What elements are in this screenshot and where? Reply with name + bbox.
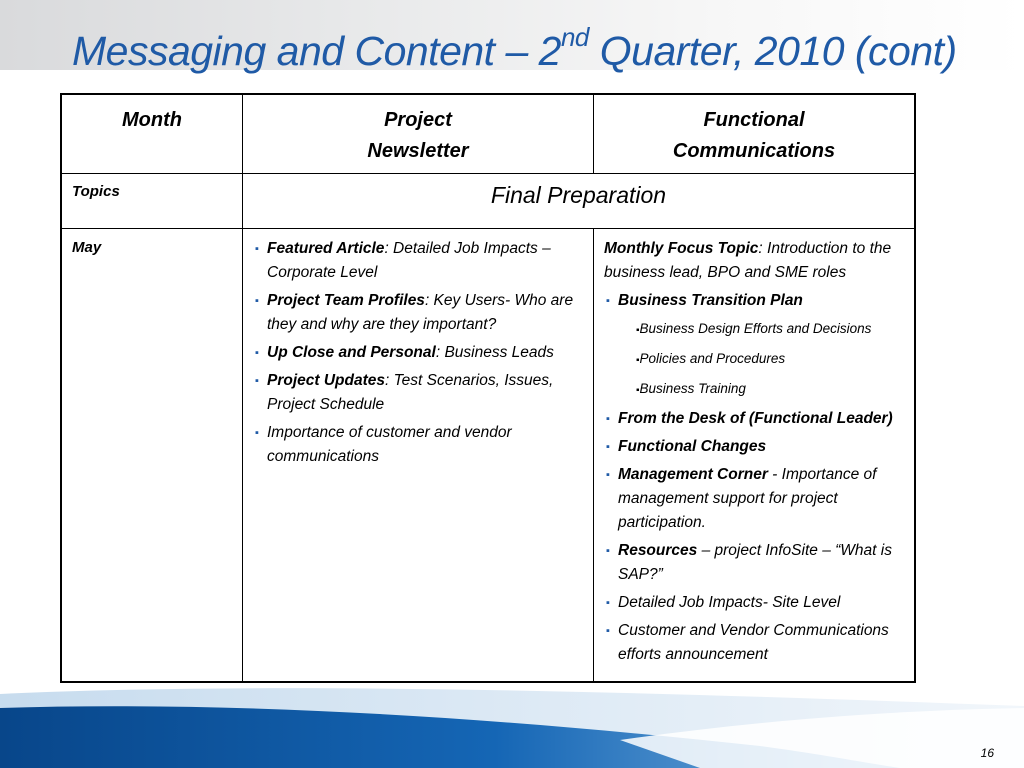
sub-bullet-icon: ▪ <box>636 385 640 396</box>
bullet-icon: ▪ <box>606 295 610 307</box>
bullet-icon: ▪ <box>255 375 259 387</box>
content-table <box>60 93 916 683</box>
newsletter-item: ▪ Featured Article: Detailed Job Impacts – Corporate Level <box>253 237 583 285</box>
functional-list <box>604 289 904 667</box>
header-functional-communications: Functional Communications <box>594 94 916 174</box>
topics-row <box>61 174 915 229</box>
newsletter-item: ▪ Up Close and Personal: Business Leads <box>253 341 583 365</box>
newsletter-list <box>253 237 583 469</box>
functional-item: ▪ Functional Changes <box>604 435 904 459</box>
topics-label: Topics <box>61 174 243 229</box>
newsletter-cell <box>243 229 594 683</box>
functional-item: ▪ Detailed Job Impacts- Site Level <box>604 591 904 615</box>
bullet-icon: ▪ <box>255 427 259 439</box>
functional-item: ▪ Business Transition Plan <box>604 289 904 313</box>
newsletter-item: ▪ Project Team Profiles: Key Users- Who are they and why are they important? <box>253 289 583 337</box>
functional-item: ▪ Management Corner - Importance of management support for project participation. <box>604 463 904 535</box>
may-label: May <box>61 229 243 683</box>
bullet-icon: ▪ <box>606 441 610 453</box>
sub-bullet-icon: ▪ <box>636 355 640 366</box>
newsletter-item: ▪ Importance of customer and vendor communications <box>253 421 583 469</box>
transition-subitems <box>604 317 904 403</box>
functional-item: ▪ From the Desk of (Functional Leader) <box>604 407 904 431</box>
header-project-newsletter: Project Newsletter <box>243 94 594 174</box>
bullet-icon: ▪ <box>606 413 610 425</box>
bullet-icon: ▪ <box>606 597 610 609</box>
functional-cell <box>594 229 916 683</box>
monthly-focus-topic: Monthly Focus Topic: Introduction to the business lead, BPO and SME roles <box>604 240 892 281</box>
sub-bullet-icon: ▪ <box>636 325 640 336</box>
may-row <box>61 229 915 683</box>
header-month: Month <box>61 94 243 174</box>
newsletter-item: ▪ Project Updates: Test Scenarios, Issues, Project Schedule <box>253 369 583 417</box>
transition-subitem: ▪Business Training <box>636 381 746 396</box>
bullet-icon: ▪ <box>606 625 610 637</box>
page-number: 16 <box>980 746 994 760</box>
bullet-icon: ▪ <box>606 469 610 481</box>
functional-item: ▪ Customer and Vendor Communications efforts announcement <box>604 619 904 667</box>
transition-subitem: ▪Policies and Procedures <box>636 351 786 366</box>
functional-item: ▪ Resources – project InfoSite – “What is SAP?” <box>604 539 904 587</box>
bullet-icon: ▪ <box>255 295 259 307</box>
transition-sublist <box>632 317 904 403</box>
transition-subitem: ▪Business Design Efforts and Decisions <box>636 321 872 336</box>
topics-value: Final Preparation <box>243 174 916 229</box>
bullet-icon: ▪ <box>606 545 610 557</box>
bullet-icon: ▪ <box>255 347 259 359</box>
bullet-icon: ▪ <box>255 243 259 255</box>
footer-swoosh <box>0 680 1024 768</box>
header-row <box>61 94 915 174</box>
slide-title: Messaging and Content – 2nd Quarter, 2010 (cont) <box>72 22 957 74</box>
